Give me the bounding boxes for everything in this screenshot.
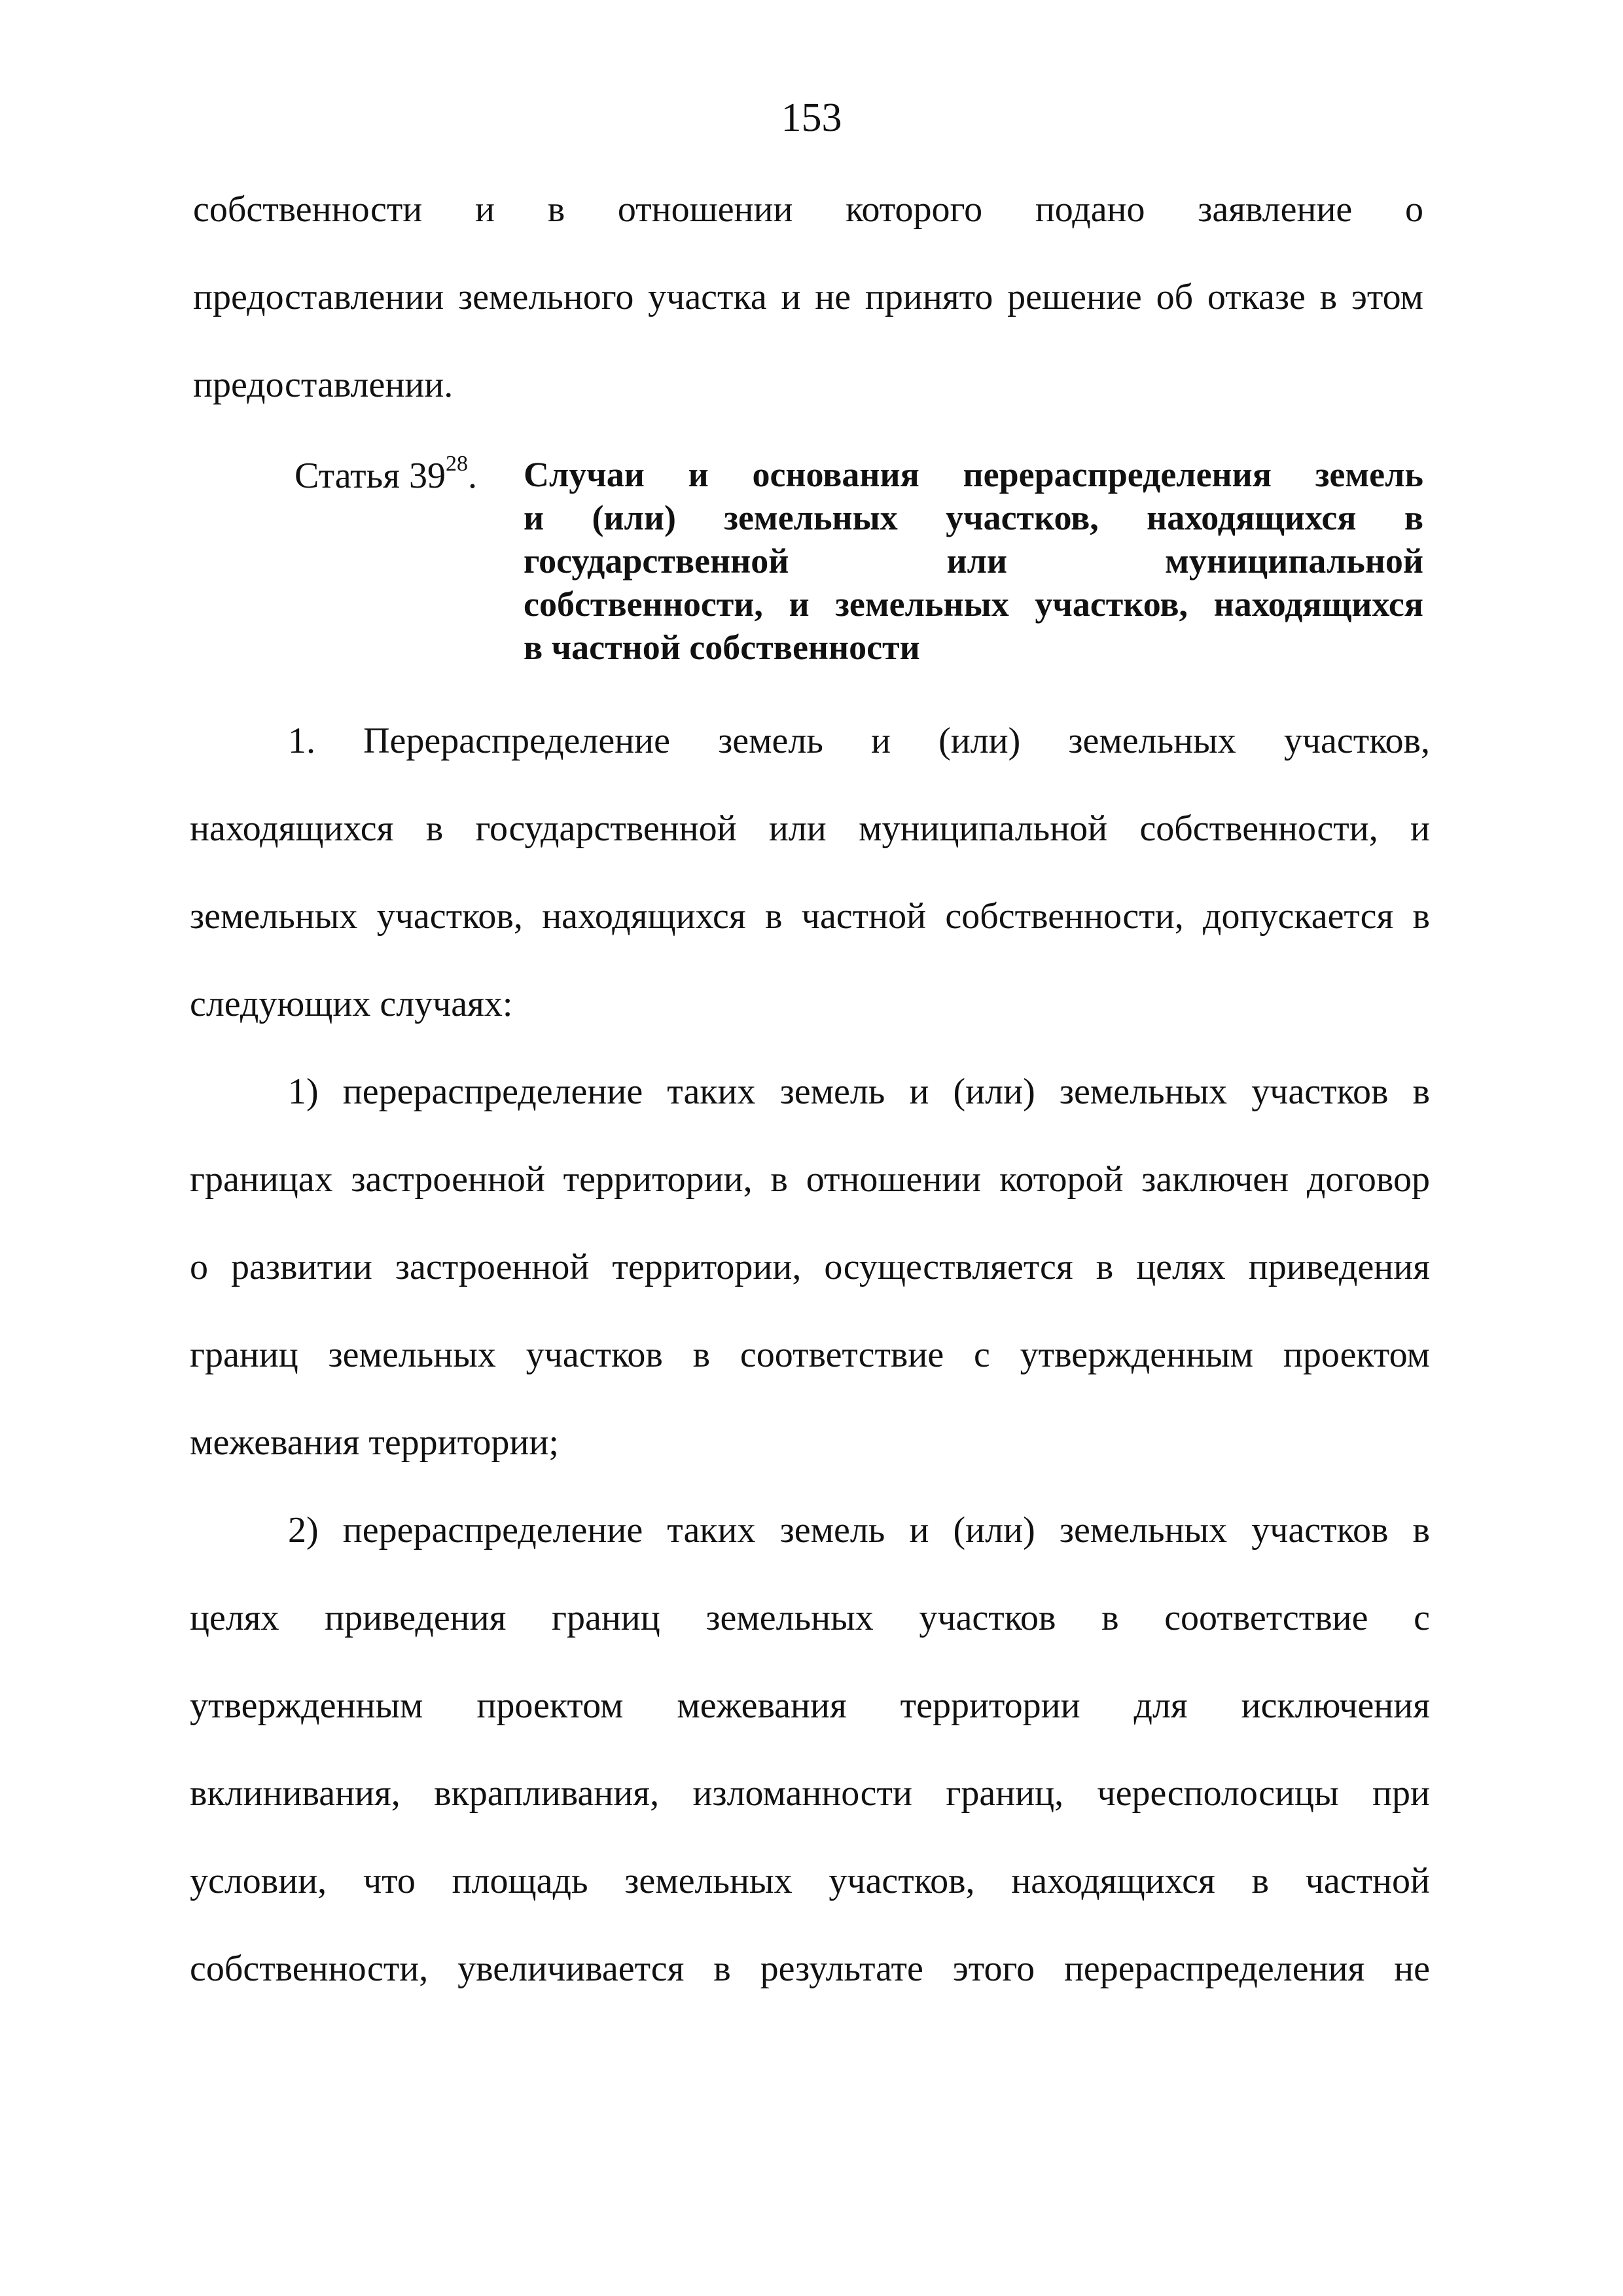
article-label	[294, 450, 477, 502]
item-1-line-4: границ земельных участков в соответствие с утвержденным проектом	[190, 1335, 1430, 1375]
article-heading-line-3: государственной или муниципальной	[524, 541, 1423, 581]
item-2-line-5: условии, что площадь земельных участков, находящихся в частной	[190, 1861, 1430, 1901]
article-heading-line-2: и (или) земельных участков, находящихся в	[524, 498, 1423, 537]
item-2-line-1: 2) перераспределение таких земель и (или) земельных участков в	[288, 1510, 1430, 1551]
item-2-line-3: утвержденным проектом межевания территории для исключения	[190, 1685, 1430, 1726]
article-number-superscript: 28	[445, 452, 468, 476]
article-heading-line-5: в частной собственности	[524, 628, 920, 667]
paragraph-1-line-2: находящихся в государственной или муниципальной собственности, и	[190, 808, 1430, 849]
item-1-line-5: межевания территории;	[190, 1422, 559, 1463]
article-label-suffix: .	[467, 456, 477, 496]
intro-line-1: собственности и в отношении которого подано заявление о	[193, 189, 1423, 230]
item-1-line-1: 1) перераспределение таких земель и (или) земельных участков в	[288, 1071, 1430, 1112]
page-number: 153	[781, 96, 842, 140]
article-label-text: Статья 39	[294, 456, 446, 496]
item-2-line-4: вклинивания, вкрапливания, изломанности границ, чересполосицы при	[190, 1773, 1430, 1814]
paragraph-1-line-1: 1. Перераспределение земель и (или) земельных участков,	[288, 721, 1430, 761]
article-heading-line-1: Случаи и основания перераспределения земель	[524, 455, 1423, 494]
intro-line-3: предоставлении.	[193, 365, 454, 405]
paragraph-1-line-3: земельных участков, находящихся в частной собственности, допускается в	[190, 896, 1430, 937]
item-1-line-2: границах застроенной территории, в отношении которой заключен договор	[190, 1159, 1430, 1200]
intro-line-2: предоставлении земельного участка и не принято решение об отказе в этом	[193, 277, 1423, 317]
item-1-line-3: о развитии застроенной территории, осуществляется в целях приведения	[190, 1247, 1430, 1287]
item-2-line-2: целях приведения границ земельных участков в соответствие с	[190, 1598, 1430, 1638]
article-heading-line-4: собственности, и земельных участков, находящихся	[524, 584, 1423, 624]
paragraph-1-line-4: следующих случаях:	[190, 984, 513, 1024]
item-2-line-6: собственности, увеличивается в результате этого перераспределения не	[190, 1948, 1430, 1989]
